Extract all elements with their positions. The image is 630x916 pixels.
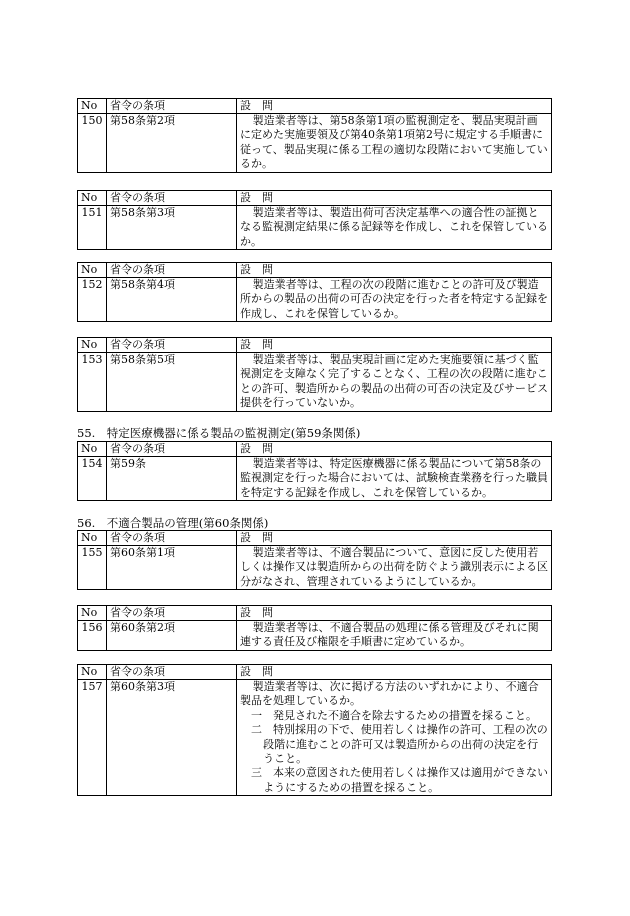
- table-header: [78, 606, 552, 621]
- row-question-cell: [237, 278, 552, 322]
- question-table-151: [77, 190, 551, 250]
- header-no: No: [78, 263, 107, 278]
- header-no: No: [78, 665, 107, 680]
- table-row: [78, 621, 552, 651]
- header-article: 省令の条項: [107, 263, 237, 278]
- row-article: 第58条第2項: [107, 114, 237, 173]
- row-number: 152: [78, 278, 107, 322]
- row-question: 製造業者等は、次に掲げる方法のいずれかにより、不適合製品を処理しているか。: [240, 680, 539, 708]
- table-header: [78, 665, 552, 680]
- row-question-cell: [237, 621, 552, 651]
- row-question: 製造業者等は、製造出荷可否決定基準への適合性の証拠となる監視測定結果に係る記録等を作成し、これを保管しているか。: [240, 206, 548, 248]
- question-table-154: [77, 441, 551, 501]
- table-header: [78, 442, 552, 457]
- header-article: 省令の条項: [107, 606, 237, 621]
- section-heading-55: 55. 特定医療機器に係る製品の監視測定(第59条関係): [77, 426, 361, 440]
- header-article: 省令の条項: [107, 191, 237, 206]
- header-no: No: [78, 442, 107, 457]
- header-question: 設 問: [237, 665, 552, 680]
- question-table-155: [77, 530, 551, 590]
- question-table-157: [77, 664, 551, 796]
- header-question: 設 問: [237, 191, 552, 206]
- table-row: [78, 546, 552, 590]
- row-question-cell: [237, 680, 552, 796]
- table-row: [78, 353, 552, 412]
- row-question-cell: [237, 353, 552, 412]
- row-article: 第60条第3項: [107, 680, 237, 796]
- row-question: 製造業者等は、特定医療機器に係る製品について第58条の監視測定を行った場合においては、試験検査業務を行った職員を特定する記録を作成し、これを保管しているか。: [240, 457, 548, 499]
- row-article: 第58条第5項: [107, 353, 237, 412]
- header-no: No: [78, 606, 107, 621]
- table-header: [78, 191, 552, 206]
- row-question-cell: [237, 206, 552, 250]
- header-article: 省令の条項: [107, 99, 237, 114]
- header-article: 省令の条項: [107, 665, 237, 680]
- row-article: 第59条: [107, 457, 237, 501]
- header-article: 省令の条項: [107, 338, 237, 353]
- row-number: 156: [78, 621, 107, 651]
- row-question: 製造業者等は、第58条第1項の監視測定を、製品実現計画に定めた実施要領及び第40条第1項第2号に規定する手順書に従って、製品実現に係る工程の適切な段階において実施しているか。: [240, 114, 548, 171]
- table-header: [78, 99, 552, 114]
- table-row: [78, 680, 552, 796]
- table-header: [78, 338, 552, 353]
- table-header: [78, 531, 552, 546]
- table-row: [78, 114, 552, 173]
- header-no: No: [78, 338, 107, 353]
- question-table-153: [77, 337, 551, 412]
- sub-item-3: 三 本来の意図された使用若しくは操作又は適用ができないようにするための措置を採ること。: [251, 766, 548, 794]
- question-table-156: [77, 605, 551, 651]
- row-article: 第58条第3項: [107, 206, 237, 250]
- row-number: 150: [78, 114, 107, 173]
- sub-item-2: 二 特別採用の下で、使用若しくは操作の許可、工程の次の段階に進むことの許可又は製造所からの出荷の決定を行うこと。: [251, 723, 548, 766]
- row-question: 製造業者等は、工程の次の段階に進むことの許可及び製造所からの製品の出荷の可否の決定を行った者を特定する記録を作成し、これを保管しているか。: [240, 278, 548, 320]
- header-no: No: [78, 531, 107, 546]
- row-article: 第60条第2項: [107, 621, 237, 651]
- table-row: [78, 278, 552, 322]
- row-article: 第58条第4項: [107, 278, 237, 322]
- row-article: 第60条第1項: [107, 546, 237, 590]
- row-question-cell: [237, 546, 552, 590]
- header-question: 設 問: [237, 606, 552, 621]
- row-number: 155: [78, 546, 107, 590]
- row-number: 151: [78, 206, 107, 250]
- row-question-cell: [237, 457, 552, 501]
- header-article: 省令の条項: [107, 531, 237, 546]
- row-question: 製造業者等は、製品実現計画に定めた実施要領に基づく監視測定を支障なく完了することなく、工程の次の段階に進むことの許可、製造所からの製品の出荷の可否の決定及びサービス提供を行っていないか。: [240, 353, 548, 410]
- table-row: [78, 457, 552, 501]
- header-question: 設 問: [237, 263, 552, 278]
- row-question-cell: [237, 114, 552, 173]
- section-heading-56: 56. 不適合製品の管理(第60条関係): [77, 516, 269, 530]
- header-no: No: [78, 99, 107, 114]
- header-question: 設 問: [237, 531, 552, 546]
- row-question: 製造業者等は、不適合製品の処理に係る管理及びそれに関連する責任及び権限を手順書に定めているか。: [240, 621, 539, 649]
- row-number: 154: [78, 457, 107, 501]
- row-number: 157: [78, 680, 107, 796]
- table-row: [78, 206, 552, 250]
- header-no: No: [78, 191, 107, 206]
- row-number: 153: [78, 353, 107, 412]
- question-table-150: [77, 98, 551, 173]
- header-question: 設 問: [237, 442, 552, 457]
- sub-item-1: 一 発見された不適合を除去するための措置を採ること。: [251, 708, 537, 722]
- header-question: 設 問: [237, 338, 552, 353]
- table-header: [78, 263, 552, 278]
- row-question: 製造業者等は、不適合製品について、意図に反した使用若しくは操作又は製造所からの出荷を防ぐよう識別表示による区分がなされ、管理されているようにしているか。: [240, 546, 548, 588]
- header-question: 設 問: [237, 99, 552, 114]
- header-article: 省令の条項: [107, 442, 237, 457]
- question-table-152: [77, 262, 551, 322]
